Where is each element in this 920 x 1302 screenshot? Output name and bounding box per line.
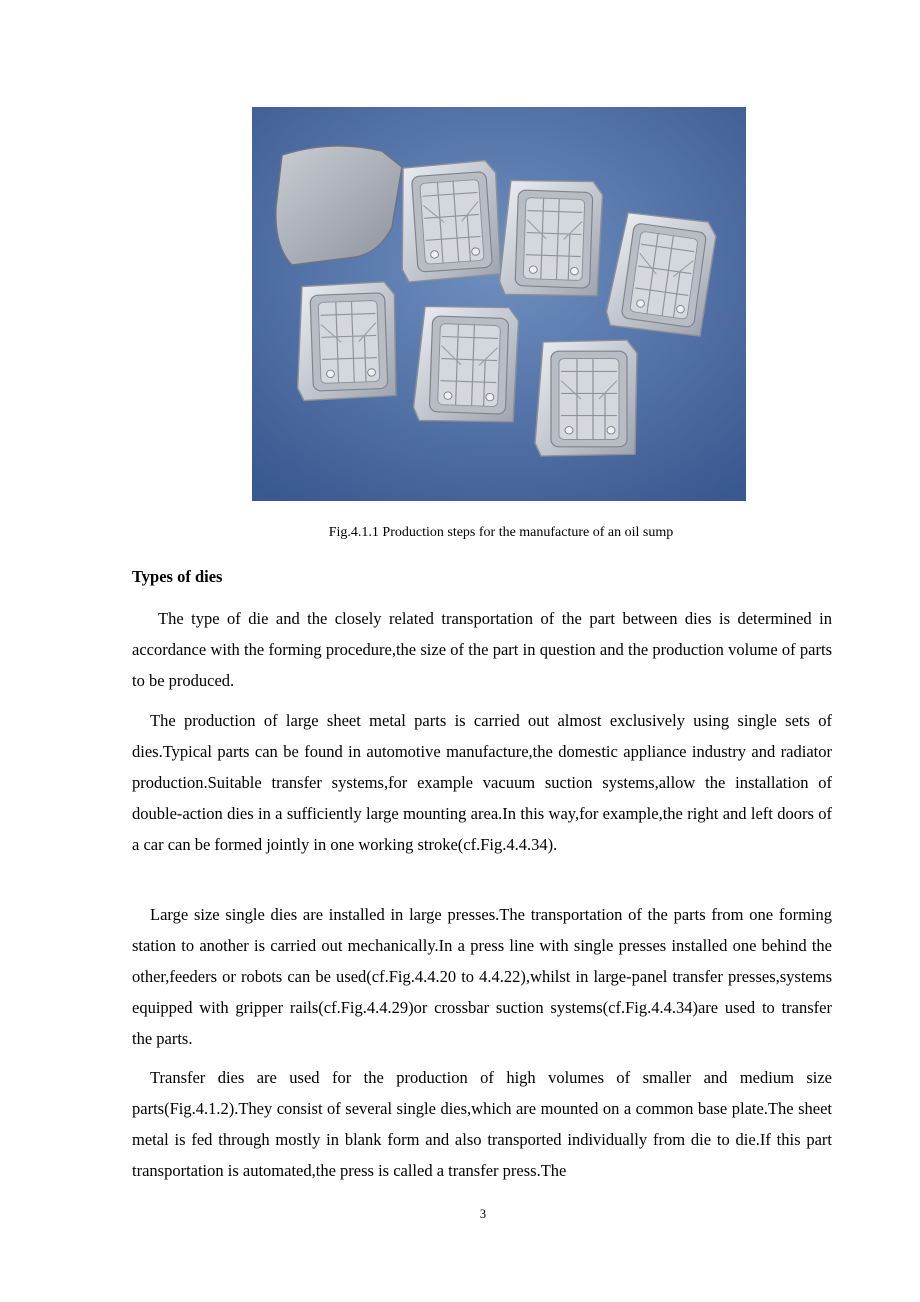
section-heading: Types of dies bbox=[132, 567, 223, 586]
paragraph-transfer-dies: Transfer dies are used for the production of high volumes of smaller and medium size parts(Fig.4.1.2).They consist of several single dies,which are mounted on a common base plate.The sheet metal is fed through mostly in blank form and also transported individually from die to die.If this part transportation is automated,the press is called a transfer press.The bbox=[132, 1068, 832, 1180]
paragraph-die-types: The type of die and the closely related transportation of the part between dies is determined in accordance with the forming procedure,the size of the part in question and the production volume of parts to be produced. bbox=[132, 609, 832, 690]
page-number: 3 bbox=[479, 1207, 487, 1221]
oil-sump-photo bbox=[252, 107, 746, 501]
figure-caption: Fig.4.1.1 Production steps for the manufacture of an oil sump bbox=[328, 525, 674, 540]
paragraph-large-presses: Large size single dies are installed in large presses.The transportation of the parts from one forming station to another is carried out mechanically.In a press line with single presses installed one behind the other,feeders or robots can be used(cf.Fig.4.4.20 to 4.4.22),whilst in large-panel transfer presses,systems equipped with gripper rails(cf.Fig.4.4.29)or crossbar suction systems(cf.Fig.4.4.34)are used to transfer the parts. bbox=[132, 905, 832, 1048]
paragraph-single-dies: The production of large sheet metal parts is carried out almost exclusively using single sets of dies.Typical parts can be found in automotive manufacture,the domestic appliance industry and radiator production.Suitable transfer systems,for example vacuum suction systems,allow the installation of double-action dies in a sufficiently large mounting area.In this way,for example,the right and left doors of a car can be formed jointly in one working stroke(cf.Fig.4.4.34). bbox=[132, 711, 832, 854]
